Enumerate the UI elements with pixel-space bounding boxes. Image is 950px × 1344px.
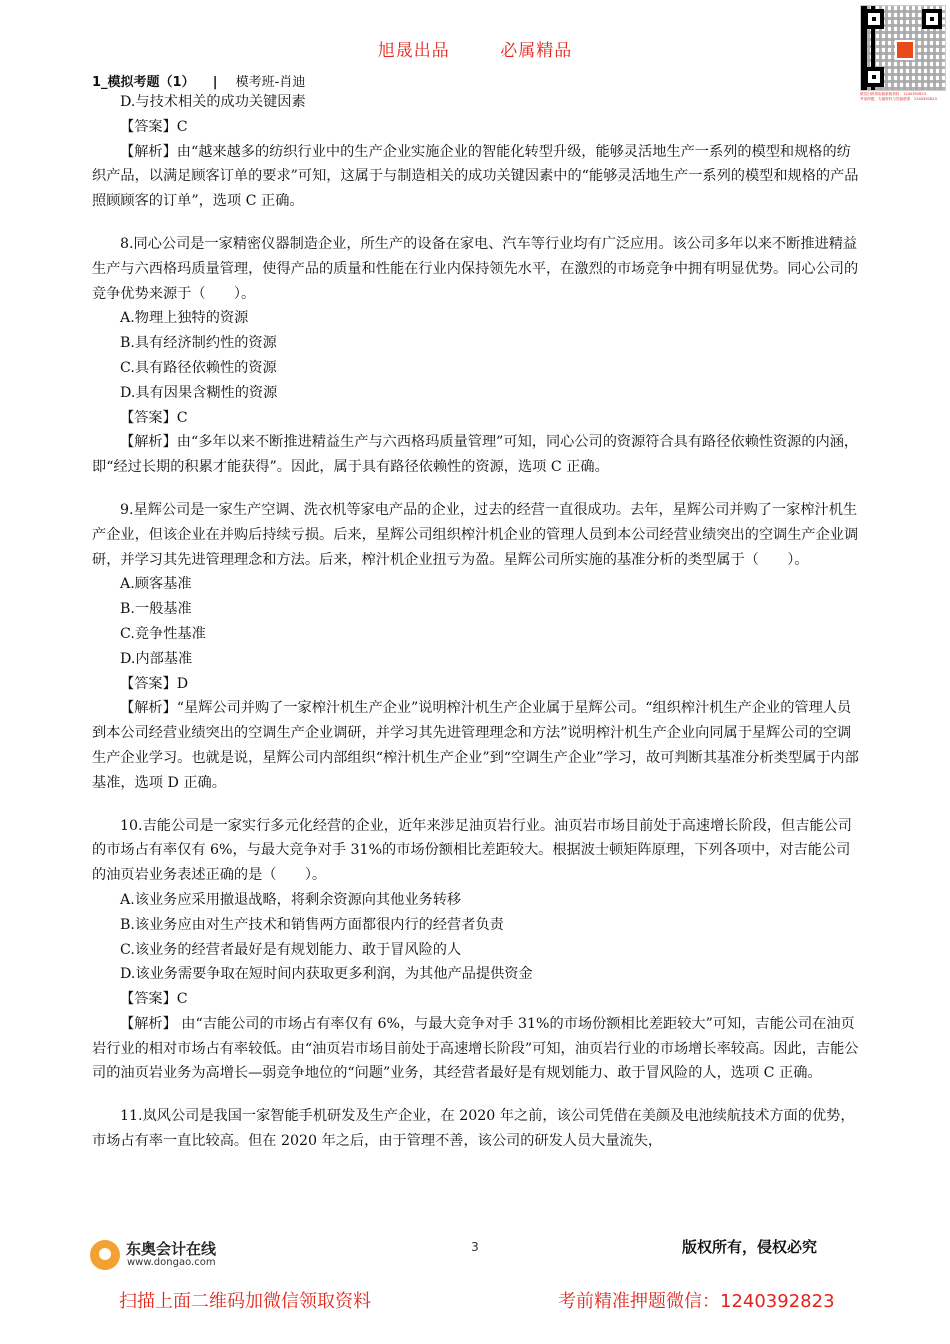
header-separator: |	[212, 75, 218, 90]
qr-finder-top-right	[922, 9, 942, 29]
text-paragraph: 9.星辉公司是一家生产空调、洗衣机等家电产品的企业，过去的经营一直很成功。去年，星辉公司并购了一家榨汁机生产企业，但该企业在并购后持续亏损。后来，星辉公司组织榨汁机企业的管理人员到本公司经营业绩突出的空调生产企业调研，并学习其先进管理理念和方法。后来，榨汁机企业扭亏为盈。星辉公司所实施的基准分析的类型属于（ ）。	[92, 501, 859, 568]
qr-caption	[860, 92, 946, 102]
text-paragraph: 10.吉能公司是一家实行多元化经营的企业，近年来涉足油页岩行业。油页岩市场目前处于高速增长阶段，但吉能公司的市场占有率仅有 6%，与最大竞争对手 31%的市场份额相比差距较大。根据波士顿矩阵原理，下列各项中，对吉能公司的油页岩业务表述正确的是（ ）。	[92, 817, 852, 884]
paragraph-gap	[92, 214, 862, 232]
option-line: A.物理上独特的资源	[120, 310, 249, 327]
banner-right-text: 必属精品	[500, 41, 573, 61]
option-line: C.竞争性基准	[120, 625, 206, 642]
promo-left: 扫描上面二维码加微信领取资料	[119, 1291, 371, 1312]
logo-url: www.dongao.com	[127, 1257, 216, 1268]
option-line: B.具有经济制约性的资源	[120, 335, 277, 352]
document-body	[92, 90, 862, 1154]
header-title: 1_模拟考题（1）	[92, 75, 195, 90]
option-line: 【答案】C	[120, 118, 188, 135]
option-line: B.该业务应由对生产技术和销售两方面都很内行的经营者负责	[120, 916, 504, 933]
paragraph-gap	[92, 1086, 862, 1104]
option-line: A.该业务应采用撤退战略，将剩余资源向其他业务转移	[120, 891, 462, 908]
option-line: D.内部基准	[120, 650, 193, 667]
option-line: 【答案】C	[120, 991, 188, 1008]
text-paragraph: 11.岚风公司是我国一家智能手机研发及生产企业，在 2020 年之前，该公司凭借在美颜及电池续航技术方面的优势，市场占有率一直比较高。但在 2020 年之后，由于管理不善，该公司的研发人员大量流失，	[92, 1108, 855, 1150]
option-line: A.顾客基准	[120, 576, 192, 593]
option-line: 【答案】C	[120, 409, 188, 426]
option-line: C.具有路径依赖性的资源	[120, 359, 277, 376]
paragraph-gap	[92, 480, 862, 498]
copyright-notice: 版权所有，侵权必究	[682, 1238, 818, 1256]
qr-caption-line-2: 考前押题，专属资料与答疑联系：1240392823	[860, 97, 937, 101]
option-line: C.该业务的经营者最好是有规划能力、敢于冒风险的人	[120, 941, 462, 958]
page-number: 3	[471, 1240, 479, 1254]
qr-center-logo	[895, 40, 915, 60]
qr-caption-line-1: 微信扫码领取最新版资料：1240392823	[860, 92, 926, 96]
qr-finder-top-left	[864, 9, 884, 29]
text-paragraph: 【解析】“星辉公司并购了一家榨汁机生产企业”说明榨汁机生产企业属于星辉公司。“组织榨汁机生产企业的管理人员到本公司经营业绩突出的空调生产企业调研，并学习其先进管理理念和方法”说明榨汁机生产企业向同属于星辉公司的空调生产企业学习。也就是说，星辉公司内部组织“榨汁机生产企业”到“空调生产企业”学习，故可判断其基准分析类型属于内部基准，选项 D 正确。	[92, 700, 859, 791]
header-class: 模考班-肖迪	[235, 75, 306, 90]
option-line: B.一般基准	[120, 601, 192, 618]
option-line: D.该业务需要争取在短时间内获取更多利润，为其他产品提供资金	[120, 966, 533, 983]
text-paragraph: 【解析】 由“吉能公司的市场占有率仅有 6%，与最大竞争对手 31%的市场份额相比差距较大”可知，吉能公司在油页岩行业的相对市场占有率较低。由“油页岩市场目前处于高速增长阶段”可知，油页岩行业的市场增长率较高。因此，吉能公司的油页岩业务为高增长—弱竞争地位的“问题”业务，其经营者最好是有规划能力、敢于冒风险的人，选项 C 正确。	[92, 1015, 859, 1082]
text-paragraph: 【解析】由“多年以来不断推进精益生产与六西格玛质量管理”可知，同心公司的资源符合具有路径依赖性资源的内涵，即“经过长期的积累才能获得”。因此，属于具有路径依赖性的资源，选项 C 正确。	[92, 434, 859, 476]
option-line: 【答案】D	[120, 675, 189, 692]
logo-name: 东奥会计在线	[126, 1240, 217, 1258]
promo-right: 考前精准押题微信：1240392823	[558, 1291, 835, 1312]
text-paragraph: 8.同心公司是一家精密仪器制造企业，所生产的设备在家电、汽车等行业均有广泛应用。该公司多年以来不断推进精益生产与六西格玛质量管理，使得产品的质量和性能在行业内保持领先水平，在激烈的市场竞争中拥有明显优势。同心公司的竞争优势来源于（ ）。	[92, 235, 859, 302]
banner-left-text: 旭晟出品	[377, 41, 450, 61]
text-paragraph: 【解析】由“越来越多的纺织行业中的生产企业实施企业的智能化转型升级，能够灵活地生产一系列的模型和规格的纺织产品，以满足顾客订单的要求”可知，这属于与制造相关的成功关键因素中的“能够灵活地生产一系列的模型和规格的产品照顾顾客的订单”，选项 C 正确。	[92, 143, 859, 210]
option-line: D.具有因果含糊性的资源	[120, 384, 278, 401]
paragraph-gap	[92, 796, 862, 814]
document-header	[92, 71, 305, 90]
qr-code-image	[860, 5, 946, 91]
top-banner	[0, 36, 950, 61]
option-line: D.与技术相关的成功关键因素	[120, 94, 306, 110]
qr-finder-bottom-left	[864, 67, 884, 87]
